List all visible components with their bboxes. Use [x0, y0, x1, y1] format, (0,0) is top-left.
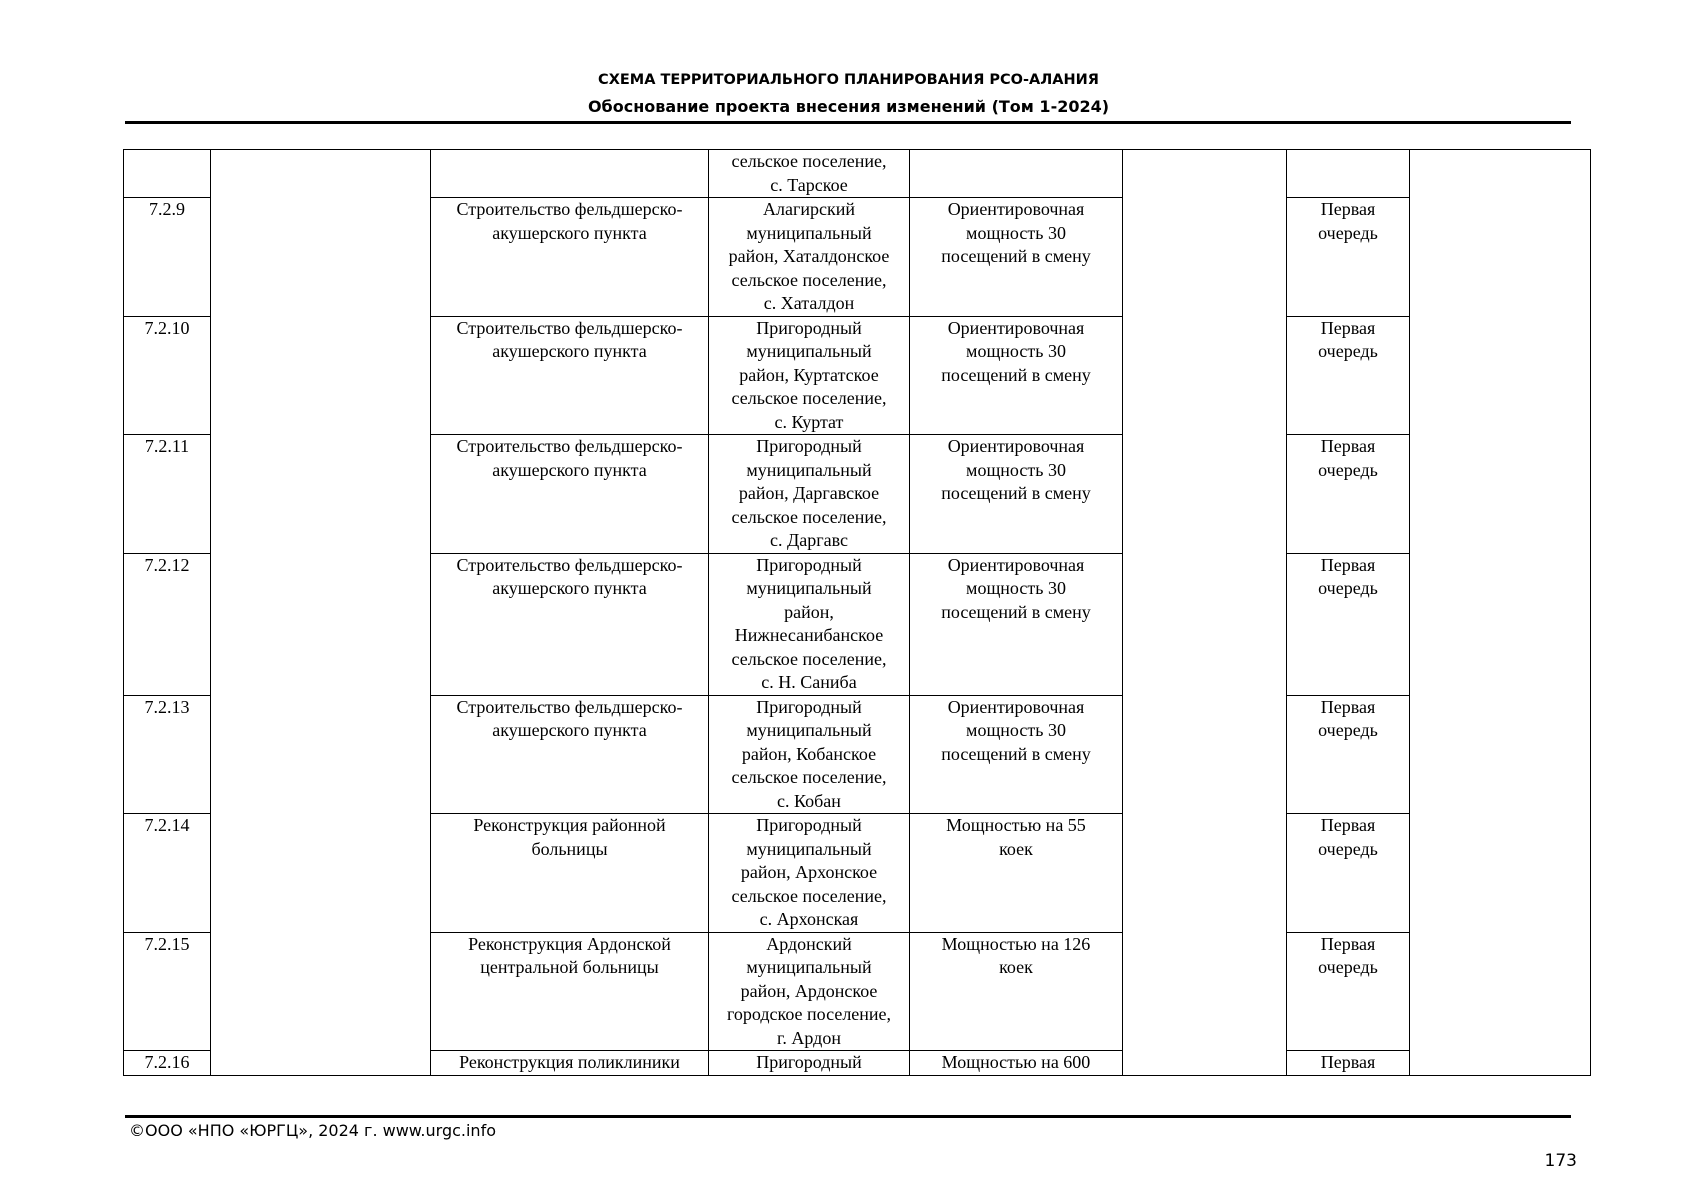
header-rule: [125, 121, 1571, 124]
cell-number: 7.2.11: [124, 435, 211, 554]
cell-capacity: Мощностью на 126 коек: [910, 932, 1123, 1051]
cell-name: Строительство фельдшерско- акушерского пункта: [431, 316, 709, 435]
cell-name: Реконструкция районной больницы: [431, 814, 709, 933]
cell-name: Строительство фельдшерско- акушерского пункта: [431, 695, 709, 814]
cell-merged-column: [211, 150, 431, 1076]
cell-capacity: Ориентировочная мощность 30 посещений в смену: [910, 435, 1123, 554]
cell-location: Пригородный муниципальный район, Архонское сельское поселение, с. Архонская: [709, 814, 910, 933]
cell-capacity: Мощностью на 55 коек: [910, 814, 1123, 933]
cell-number: 7.2.15: [124, 932, 211, 1051]
cell-name: [431, 150, 709, 198]
cell-location: Пригородный муниципальный район, Даргавское сельское поселение, с. Даргавс: [709, 435, 910, 554]
cell-capacity: Ориентировочная мощность 30 посещений в смену: [910, 695, 1123, 814]
cell-name: Строительство фельдшерско- акушерского пункта: [431, 553, 709, 695]
cell-stage: Первая очередь: [1287, 814, 1410, 933]
footer-rule: [125, 1115, 1571, 1118]
document-title: СХЕМА ТЕРРИТОРИАЛЬНОГО ПЛАНИРОВАНИЯ РСО-АЛАНИЯ: [598, 72, 1099, 88]
cell-location: Пригородный муниципальный район, Куртатское сельское поселение, с. Куртат: [709, 316, 910, 435]
cell-name: Строительство фельдшерско- акушерского пункта: [431, 198, 709, 317]
cell-merged-column: [1123, 150, 1287, 1076]
cell-name: Строительство фельдшерско- акушерского пункта: [431, 435, 709, 554]
cell-location: Пригородный: [709, 1051, 910, 1076]
cell-capacity: [910, 150, 1123, 198]
cell-stage: Первая очередь: [1287, 198, 1410, 317]
cell-location: Пригородный муниципальный район, Кобанское сельское поселение, с. Кобан: [709, 695, 910, 814]
cell-stage: Первая очередь: [1287, 932, 1410, 1051]
cell-number: 7.2.16: [124, 1051, 211, 1076]
cell-stage: [1287, 150, 1410, 198]
cell-number: 7.2.10: [124, 316, 211, 435]
cell-number: 7.2.14: [124, 814, 211, 933]
cell-stage: Первая очередь: [1287, 695, 1410, 814]
cell-location: Пригородный муниципальный район, Нижнесанибанское сельское поселение, с. Н. Саниба: [709, 553, 910, 695]
cell-location: сельское поселение, с. Тарское: [709, 150, 910, 198]
cell-capacity: Ориентировочная мощность 30 посещений в смену: [910, 553, 1123, 695]
cell-capacity: Ориентировочная мощность 30 посещений в смену: [910, 198, 1123, 317]
cell-name: Реконструкция поликлиники: [431, 1051, 709, 1076]
copyright-text: ©ООО «НПО «ЮРГЦ», 2024 г. www.urgc.info: [129, 1121, 496, 1140]
cell-number: 7.2.9: [124, 198, 211, 317]
cell-number: [124, 150, 211, 198]
document-subtitle: Обоснование проекта внесения изменений (Том 1-2024): [587, 97, 1110, 116]
table-row: [124, 150, 1591, 198]
cell-stage: Первая очередь: [1287, 316, 1410, 435]
cell-number: 7.2.13: [124, 695, 211, 814]
page-number: 173: [1544, 1151, 1577, 1171]
cell-capacity: Мощностью на 600: [910, 1051, 1123, 1076]
cell-location: Алагирский муниципальный район, Хаталдонское сельское поселение, с. Хаталдон: [709, 198, 910, 317]
cell-stage: Первая очередь: [1287, 435, 1410, 554]
cell-stage: Первая: [1287, 1051, 1410, 1076]
cell-stage: Первая очередь: [1287, 553, 1410, 695]
cell-name: Реконструкция Ардонской центральной больницы: [431, 932, 709, 1051]
cell-number: 7.2.12: [124, 553, 211, 695]
projects-table: [123, 149, 1591, 1076]
cell-capacity: Ориентировочная мощность 30 посещений в смену: [910, 316, 1123, 435]
cell-location: Ардонский муниципальный район, Ардонское городское поселение, г. Ардон: [709, 932, 910, 1051]
cell-merged-column: [1410, 150, 1591, 1076]
